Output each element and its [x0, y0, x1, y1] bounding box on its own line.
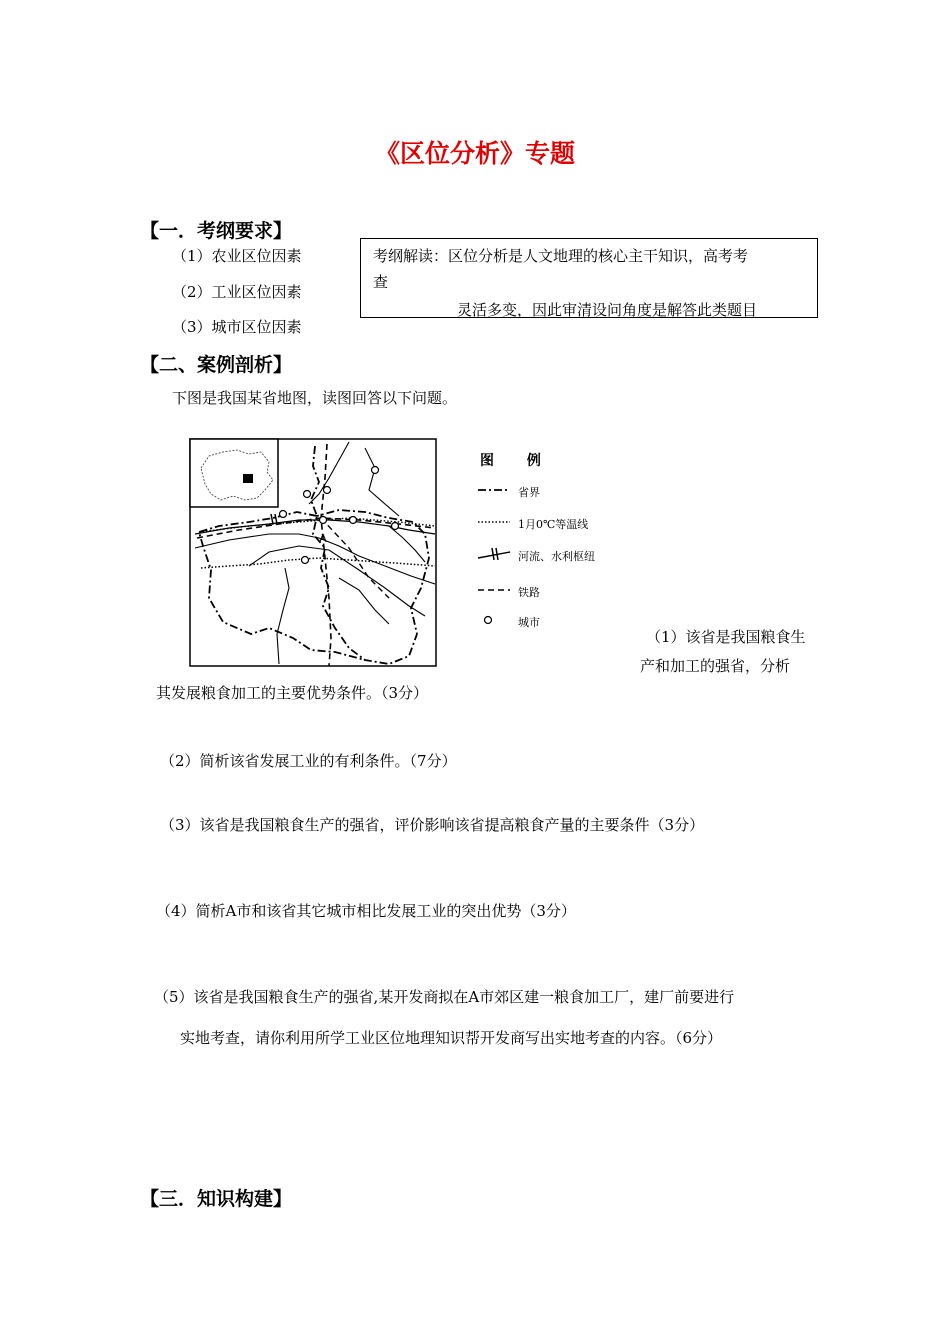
- question-5: 实地考查，请你利用所学工业区位地理知识帮开发商写出实地考查的内容。（6分）: [180, 1029, 723, 1047]
- legend-label: 铁路: [518, 586, 540, 599]
- page-title: 《区位分析》专题: [374, 139, 575, 168]
- city-a-label: A: [319, 532, 327, 545]
- case-intro: 下图是我国某省地图，读图回答以下问题。: [172, 389, 458, 407]
- legend-title: 图 例: [480, 453, 555, 469]
- legend-dam-symbol: [492, 548, 498, 560]
- city-marker: [350, 517, 357, 524]
- section-1-heading: 【一．考纲要求】: [140, 220, 293, 242]
- question-4: （4）简析A市和该省其它城市相比发展工业的突出优势（3分）: [156, 902, 576, 920]
- requirement-item: （2）工业区位因素: [172, 283, 302, 301]
- city-marker: [280, 511, 287, 518]
- requirement-item: （3）城市区位因素: [172, 318, 302, 336]
- question-2: （2）简析该省发展工业的有利条件。（7分）: [160, 752, 457, 770]
- city-marker: [304, 491, 311, 498]
- syllabus-note-line: 查: [373, 273, 389, 291]
- question-1: 其发展粮食加工的主要优势条件。（3分）: [156, 684, 429, 702]
- question-3: （3）该省是我国粮食生产的强省，评价影响该省提高粮食产量的主要条件（3分）: [160, 816, 705, 834]
- city-marker: [392, 523, 399, 530]
- city-marker-a: [320, 517, 327, 524]
- legend-label: 省界: [518, 486, 540, 499]
- city-marker: [324, 487, 331, 494]
- requirement-item: （1）农业区位因素: [172, 247, 302, 265]
- legend-label: 河流、水利枢纽: [518, 550, 595, 563]
- question-1: （1）该省是我国粮食生: [646, 628, 806, 646]
- syllabus-note-line: 考纲解读：区位分析是人文地理的核心主干知识，高考考: [373, 247, 749, 265]
- city-marker: [372, 467, 379, 474]
- syllabus-note-box: [360, 238, 818, 318]
- legend-symbols: [476, 482, 512, 632]
- syllabus-note-line: 灵活多变，因此审清设问角度是解答此类题目: [457, 301, 758, 319]
- legend-label: 1月0℃等温线: [518, 518, 589, 531]
- legend-city-symbol: [485, 617, 492, 624]
- legend-label: 城市: [518, 616, 540, 629]
- section-2-heading: 【二、案例剖析】: [140, 354, 293, 376]
- province-highlight: [243, 474, 253, 483]
- question-5: （5）该省是我国粮食生产的强省,某开发商拟在A市郊区建一粮食加工厂，建厂前要进行: [154, 988, 735, 1006]
- section-3-heading: 【三．知识构建】: [140, 1188, 293, 1210]
- city-marker: [302, 557, 309, 564]
- china-inset-map: [190, 439, 278, 507]
- province-map: [189, 438, 439, 668]
- question-1: 产和加工的强省，分析: [640, 657, 791, 675]
